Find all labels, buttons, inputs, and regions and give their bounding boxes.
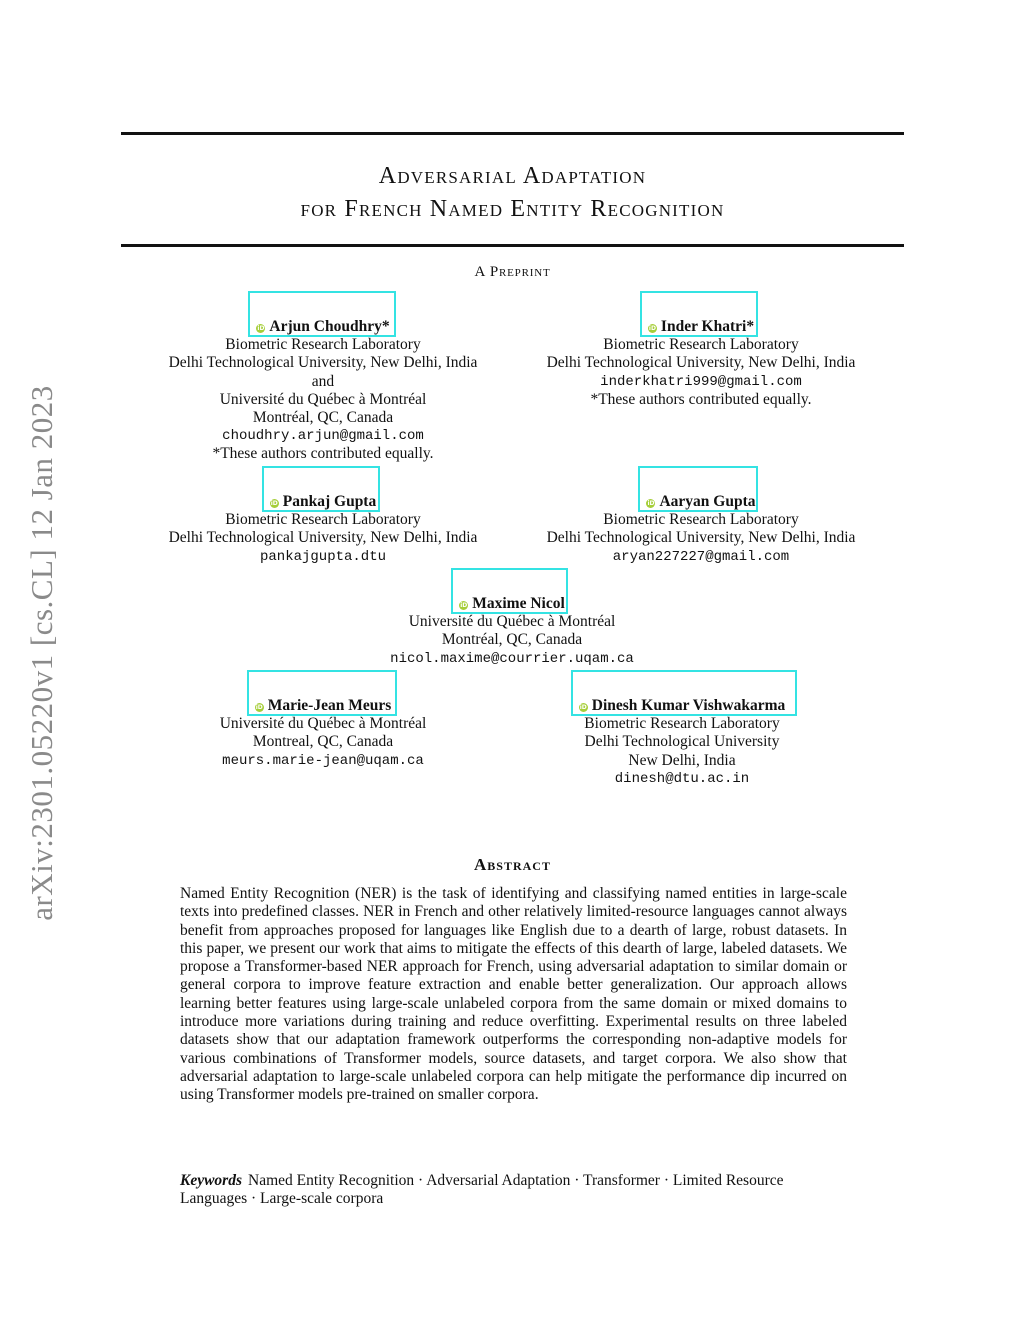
title-line-1: Adversarial Adaptation (378, 163, 647, 189)
author-block (531, 318, 871, 409)
author-email[interactable]: choudhry.arjun@gmail.com (222, 428, 424, 445)
title-rule-top (121, 132, 904, 135)
author-affiliation: Delhi Technological University, New Delhi, India (546, 354, 856, 372)
author-block (168, 697, 478, 770)
author-affiliation: Delhi Technological University (584, 733, 780, 751)
orcid-icon[interactable]: iD (579, 704, 587, 711)
author-block (527, 697, 837, 788)
author-name[interactable]: Marie-Jean Meurs (267, 697, 392, 714)
arxiv-stamp (8, 365, 76, 940)
keywords (180, 1172, 847, 1209)
author-affiliation: Montréal, QC, Canada (441, 631, 583, 649)
author-note: *These authors contributed equally. (212, 445, 434, 463)
orcid-icon[interactable]: iD (257, 325, 265, 332)
author-affiliation: Delhi Technological University, New Delhi, India (168, 354, 478, 372)
author-affiliation: Université du Québec à Montréal (408, 613, 616, 631)
author-affiliation: Biometric Research Laboratory (603, 511, 799, 529)
orcid-icon[interactable]: iD (255, 704, 263, 711)
author-email[interactable]: meurs.marie-jean@uqam.ca (222, 752, 424, 769)
abstract-heading: Abstract (474, 855, 551, 874)
paper-title (121, 160, 904, 226)
title-rule-bottom (121, 244, 904, 247)
orcid-icon[interactable]: iD (460, 602, 468, 609)
author-email[interactable]: nicol.maxime@courrier.uqam.ca (390, 650, 634, 667)
author-block (153, 493, 493, 566)
author-affiliation: Université du Québec à Montréal (219, 715, 427, 733)
author-affiliation: Montreal, QC, Canada (252, 733, 394, 751)
author-name[interactable]: Inder Khatri* (660, 318, 755, 335)
author-affiliation: Biometric Research Laboratory (603, 336, 799, 354)
author-affiliation: Biometric Research Laboratory (225, 336, 421, 354)
author-name[interactable]: Maxime Nicol (472, 595, 565, 612)
author-block (153, 318, 493, 464)
author-affiliation: Montréal, QC, Canada (252, 409, 394, 427)
orcid-icon[interactable]: iD (648, 325, 656, 332)
author-affiliation: New Delhi, India (628, 751, 736, 769)
author-email[interactable]: pankajgupta.dtu (259, 548, 387, 565)
author-name[interactable]: Dinesh Kumar Vishwakarma (591, 697, 786, 714)
author-email[interactable]: aryan227227@gmail.com (612, 548, 790, 565)
author-affiliation: Université du Québec à Montréal (219, 390, 427, 408)
orcid-icon[interactable]: iD (647, 500, 655, 507)
author-name[interactable]: Pankaj Gupta (282, 493, 377, 510)
author-affiliation: Delhi Technological University, New Delhi, India (168, 529, 478, 547)
author-block (342, 595, 682, 668)
author-affiliation: Biometric Research Laboratory (584, 715, 780, 733)
author-affiliation: Delhi Technological University, New Delhi, India (546, 529, 856, 547)
arxiv-stamp-text: arXiv:2301.05220v1 [cs.CL] 12 Jan 2023 (24, 384, 60, 921)
orcid-icon[interactable]: iD (270, 500, 278, 507)
author-block (531, 493, 871, 566)
title-line-2: for French Named Entity Recognition (300, 196, 725, 222)
author-email[interactable]: inderkhatri999@gmail.com (600, 373, 802, 390)
author-affiliation: Biometric Research Laboratory (225, 511, 421, 529)
author-name[interactable]: Aaryan Gupta (659, 493, 756, 510)
author-email[interactable]: dinesh@dtu.ac.in (614, 770, 750, 787)
preprint-label: A Preprint (474, 264, 551, 280)
abstract-text: Named Entity Recognition (NER) is the task of identifying and classifying named entities in large-scale texts into predefined classes. NER in French and other relatively limited-resource languages cannot always benefit from approaches proposed for languages like English due to a dearth of large, robust datasets. In this paper, we present our work that aims to mitigate the effects of this dearth of large, labeled datasets. We propose a Transformer-based NER approach for French, using adversarial adaptation to similar domain or general corpora to improve feature extraction and enable better generalization. Our approach allows learning better features using large-scale unlabeled corpora from the same domain or mixed domains to introduce more variations during training and reduce overfitting. Experimental results on three labeled datasets show that our adaptation framework outperforms the corresponding non-adaptive models for various combinations of Transformer models, source datasets, and target corpora. We also show that adversarial adaptation to large-scale unlabeled corpora can help mitigate the performance dip incurred on using Transformer models pre-trained on smaller corpora. (180, 885, 847, 1104)
author-name[interactable]: Arjun Choudhry* (269, 318, 390, 335)
author-affiliation: and (311, 372, 335, 390)
keywords-text: Named Entity Recognition · Adversarial Adaptation · Transformer · Limited Resource Languages · Large-scale corpora (180, 1172, 784, 1208)
author-note: *These authors contributed equally. (590, 390, 812, 408)
keywords-label: Keywords (180, 1172, 242, 1189)
